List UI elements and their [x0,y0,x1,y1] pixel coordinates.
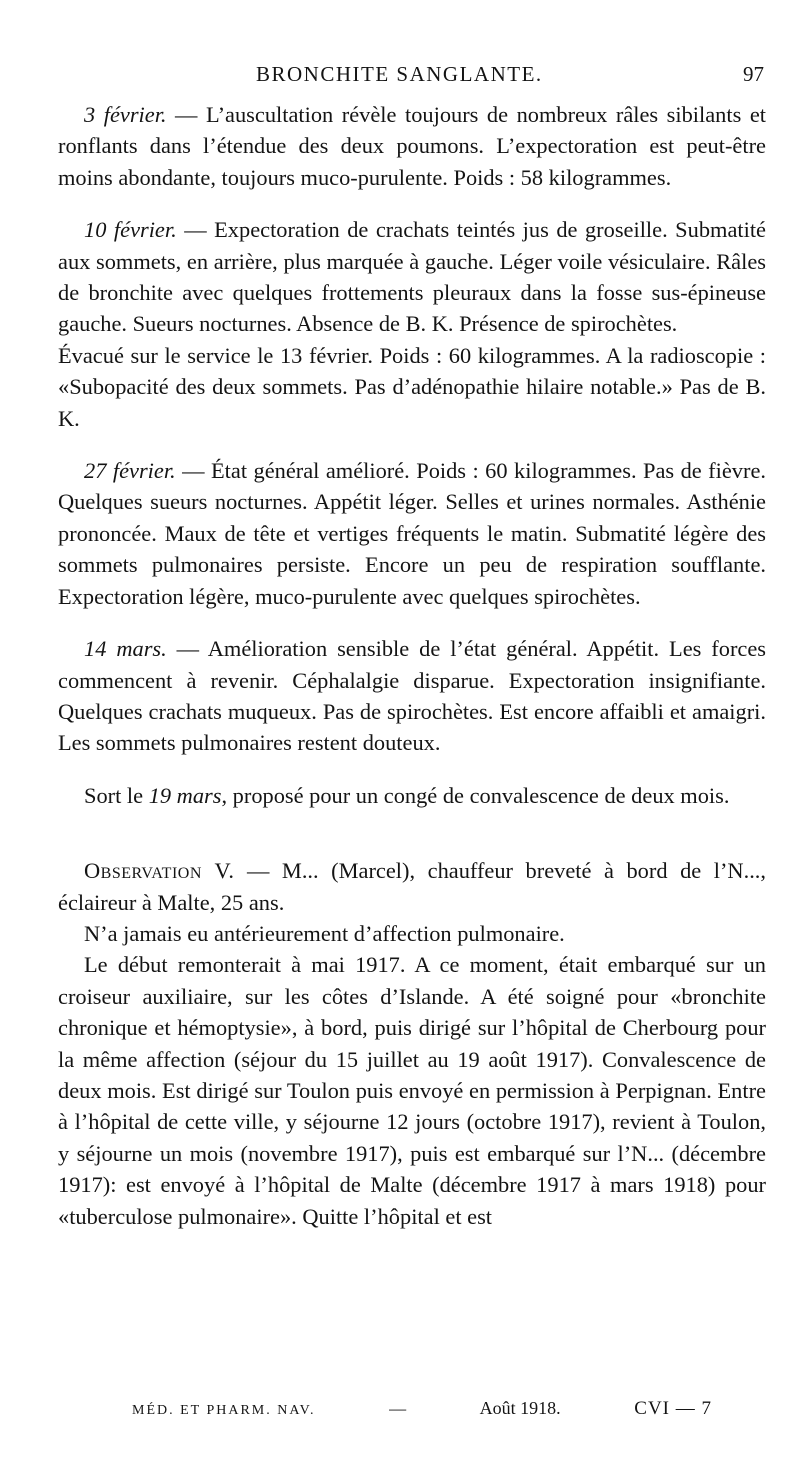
entry-mar-14 [58,633,766,759]
entry-feb-3 [58,99,766,193]
page-body [58,62,766,1232]
footer-signature: CVI — 7 [634,1398,712,1419]
entry-text: — Expectoration de crachats teintés jus de groseille. Submatité aux sommets, en arrière, plus marquée à gauche. Léger voile vésiculaire. Râles de bronchite avec quelques frottements pleuraux dans la fosse sus-épineuse gauche. Sueurs nocturnes. Absence de B. K. Présence de spirochètes. [58,217,766,337]
observation-para-2: Le début remonterait à mai 1917. A ce moment, était embarqué sur un croiseur auxiliaire, sur les côtes d’Islande. A été soigné pour «bronchite chronique et hémoptysie», à bord, puis dirigé sur l’hôpital de Cherbourg pour la même affection (séjour du 15 juillet au 19 août 1917). Convalescence de deux mois. Est dirigé sur Toulon puis envoyé en permission à Perpignan. Entre à l’hôpital de cette ville, y séjourne 12 jours (octobre 1917), revient à Toulon, y séjourne un mois (novembre 1917), puis est embarqué sur l’N... (décembre 1917): est envoyé à l’hôpital de Malte (décembre 1917 à mars 1918) pour «tuberculose pulmonaire». Quitte l’hôpital et est [58,952,766,1229]
discharge-before: Sort le [84,782,149,808]
page-header [58,62,766,87]
page-number: 97 [743,62,764,86]
footer-journal: MÉD. ET PHARM. NAV. [132,1403,316,1418]
page-footer [132,1398,712,1420]
entry-date: 10 février. [84,217,177,243]
entry-date: 27 février. [84,458,176,484]
entry-text: — Amélioration sensible de l’état général. Appétit. Les forces commencent à revenir. Céphalalgie disparue. Expectoration insignifiante. Quelques crachats muqueux. Pas de spirochètes. Est encore affaibli et amaigri. Les sommets pulmonaires restent douteux. [58,636,766,756]
entry-feb-27 [58,455,766,612]
observation-heading [58,855,766,918]
discharge-after: , proposé pour un congé de convalescence de deux mois. [221,782,730,808]
observation-title: Observation V. [84,858,235,884]
footer-issue-date: Août 1918. [479,1398,561,1418]
entry-evacuation [58,340,766,434]
footer-dash: — [389,1399,407,1418]
entry-text: — État général amélioré. Poids : 60 kilogrammes. Pas de fièvre. Quelques sueurs nocturnes. Appétit léger. Selles et urines normales. Asthénie prononcée. Maux de tête et vertiges fréquents le matin. Submatité légère des sommets pulmonaires persiste. Encore un peu de respiration soufflante. Expectoration légère, muco-purulente avec quelques spirochètes. [58,458,766,609]
entry-date: 3 février. [84,102,167,127]
entry-text: — L’auscultation révèle toujours de nombreux râles sibilants et ronflants dans l’étendue des deux poumons. L’expectoration est peut-être moins abondante, toujours muco-purulente. Poids : 58 kilogrammes. [58,102,767,190]
entry-text: Évacué sur le service le 13 février. Poids : 60 kilogrammes. A la radioscopie : «Subopacité des deux sommets. Pas d’adénopathie hilaire notable.» Pas de B. K. [58,342,766,431]
entry-date: 14 mars. [84,636,167,662]
running-title: BRONCHITE SANGLANTE. [256,62,543,86]
observation-para-1: N’a jamais eu antérieurement d’affection pulmonaire. [84,920,565,946]
discharge-note [58,780,766,811]
entry-feb-10 [58,214,766,340]
discharge-date: 19 mars [148,782,222,808]
observation-intro: — M... (Marcel), chauffeur breveté à bord de l’N..., éclaireur à Malte, 25 ans. [58,858,766,915]
